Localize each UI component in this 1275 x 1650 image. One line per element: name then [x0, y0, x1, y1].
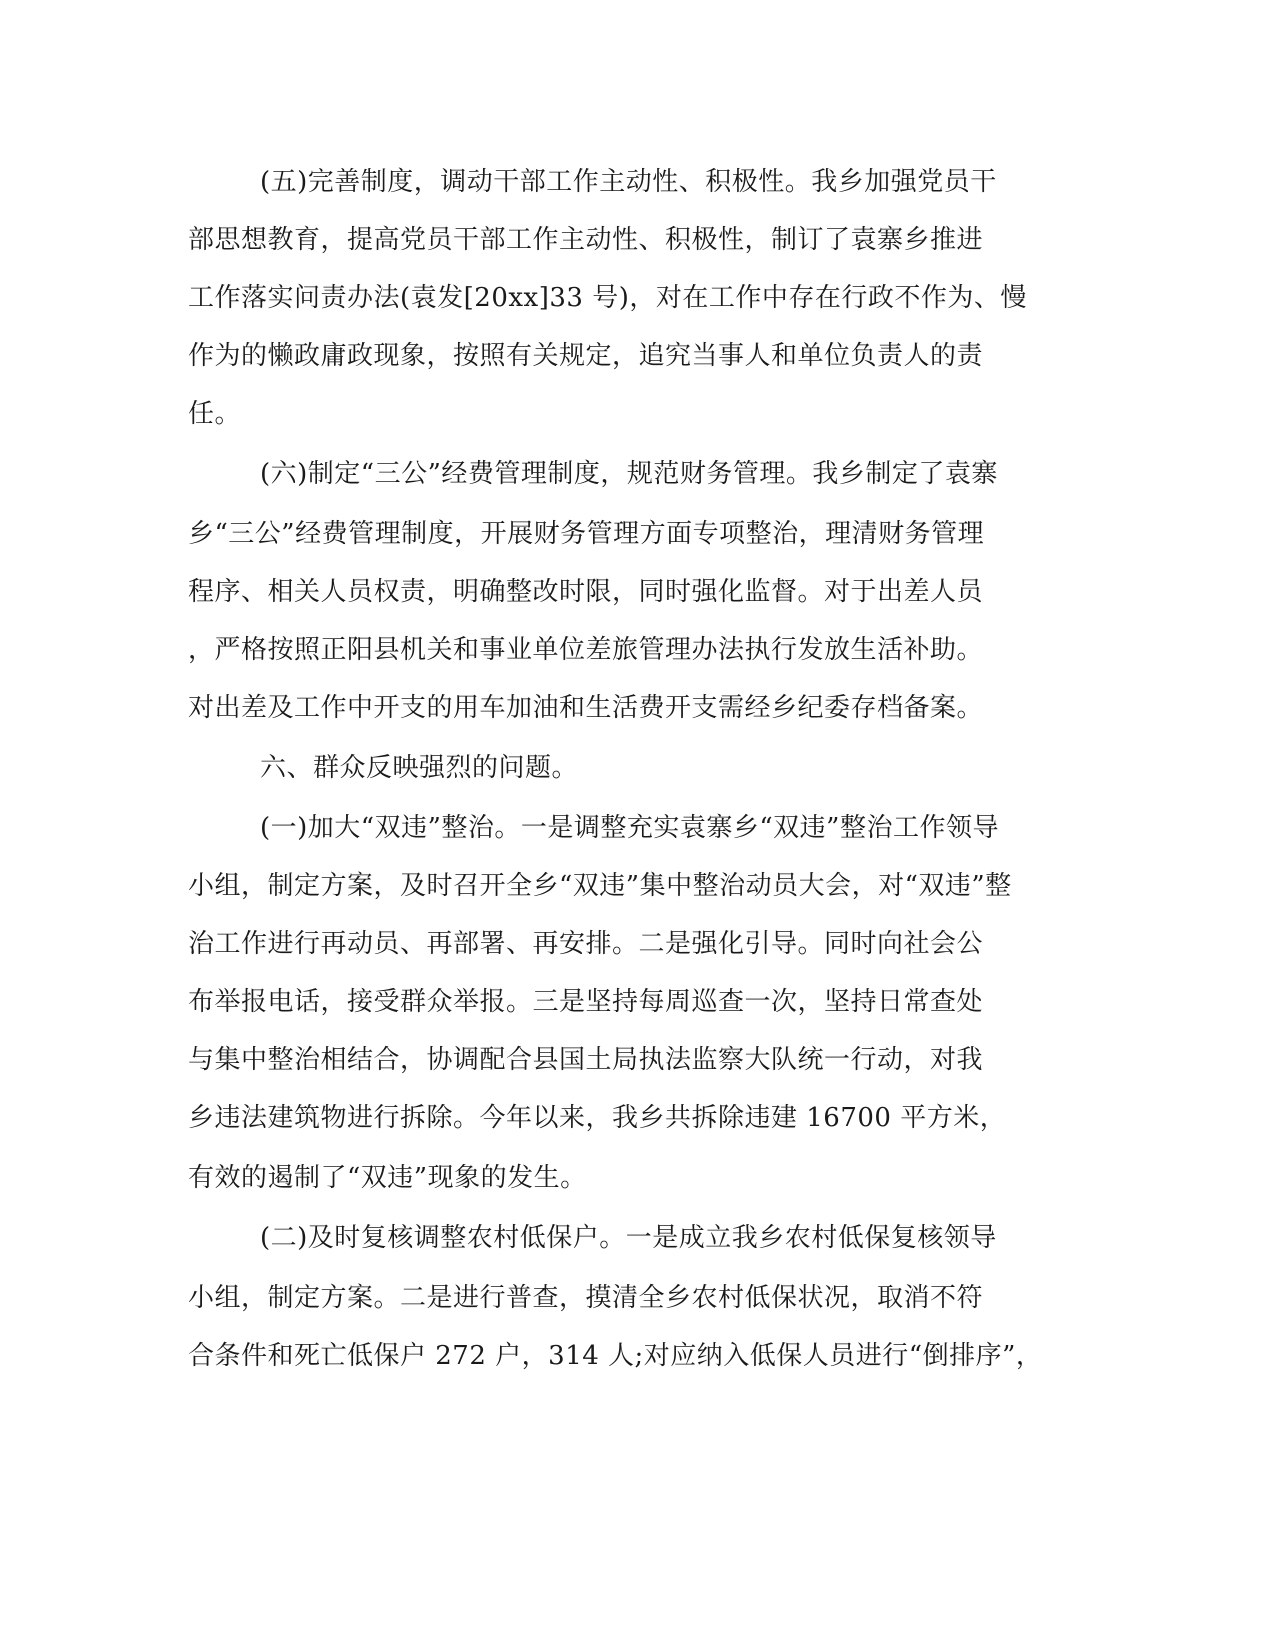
paragraph-2-line-1: (二)及时复核调整农村低保户。一是成立我乡农村低保复核领导: [260, 1223, 997, 1253]
paragraph-5-line-1: (五)完善制度，调动干部工作主动性、积极性。我乡加强党员干: [260, 167, 997, 197]
paragraph-1-line-4: 布举报电话，接受群众举报。三是坚持每周巡查一次，坚持日常查处: [188, 987, 984, 1017]
section-heading: 六、群众反映强烈的问题。: [260, 753, 579, 783]
paragraph-1-line-5: 与集中整治相结合，协调配合县国土局执法监察大队统一行动，对我: [188, 1045, 984, 1075]
paragraph-5-line-2: 部思想教育，提高党员干部工作主动性、积极性，制订了袁寨乡推进: [188, 225, 984, 255]
paragraph-6-line-3: 程序、相关人员权责，明确整改时限，同时强化监督。对于出差人员: [188, 577, 984, 607]
paragraph-1-line-2: 小组，制定方案，及时召开全乡“双违”集中整治动员大会，对“双违”整: [188, 871, 1012, 901]
paragraph-5-line-5: 任。: [188, 399, 242, 429]
paragraph-1-line-6: 乡违法建筑物进行拆除。今年以来，我乡共拆除违建 16700 平方米，: [188, 1103, 1007, 1133]
paragraph-1-line-3: 治工作进行再动员、再部署、再安排。二是强化引导。同时向社会公: [188, 929, 984, 959]
paragraph-5-line-4: 作为的懒政庸政现象，按照有关规定，追究当事人和单位负责人的责: [188, 341, 984, 371]
paragraph-1-line-1: (一)加大“双违”整治。一是调整充实袁寨乡“双违”整治工作领导: [260, 813, 999, 843]
paragraph-6-line-5: 对出差及工作中开支的用车加油和生活费开支需经乡纪委存档备案。: [188, 693, 984, 723]
paragraph-2-line-2: 小组，制定方案。二是进行普查，摸清全乡农村低保状况，取消不符: [188, 1283, 984, 1313]
paragraph-2-line-3: 合条件和死亡低保户 272 户，314 人;对应纳入低保人员进行“倒排序”，: [188, 1341, 1043, 1371]
paragraph-6-line-2: 乡“三公”经费管理制度，开展财务管理方面专项整治，理清财务管理: [188, 519, 985, 549]
paragraph-6-line-1: (六)制定“三公”经费管理制度，规范财务管理。我乡制定了袁寨: [260, 459, 998, 489]
paragraph-6-line-4: ，严格按照正阳县机关和事业单位差旅管理办法执行发放生活补助。: [188, 635, 984, 665]
paragraph-1-line-7: 有效的遏制了“双违”现象的发生。: [188, 1163, 587, 1193]
paragraph-5-line-3: 工作落实问责办法(袁发[20xx]33 号)，对在工作中存在行政不作为、慢: [188, 283, 1027, 313]
